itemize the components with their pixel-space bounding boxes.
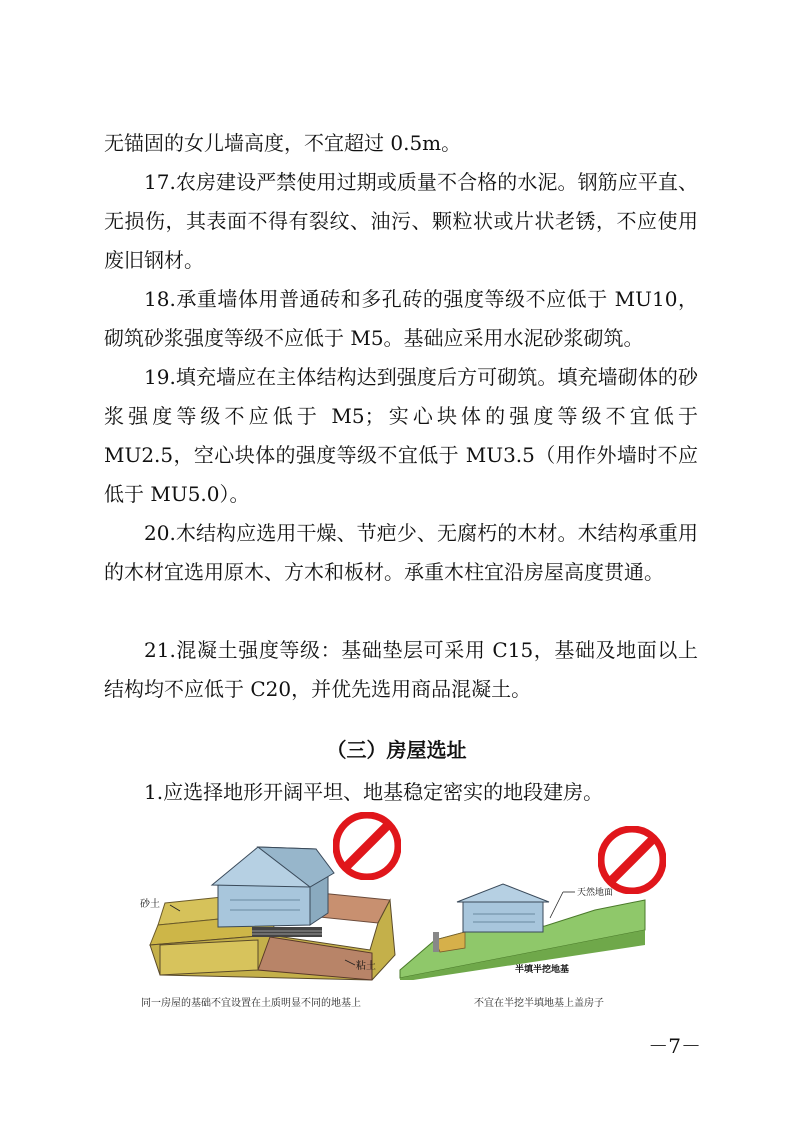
label-sand: 砂土 (140, 899, 160, 910)
site-selection-item-1: 1.应选择地形开阔平坦、地基稳定密实的地段建房。 (144, 780, 604, 804)
prohibited-icon (333, 812, 401, 880)
label-half-fill: 半填半挖地基 (515, 965, 570, 975)
label-natural-ground: 天然地面 (577, 888, 614, 898)
prohibited-icon (598, 826, 666, 894)
paragraph-20: 20.木结构应选用干燥、节疤少、无腐朽的木材。木结构承重用的木材宜选用原木、方木和板材。承重木柱宜沿房屋高度贯通。 (104, 521, 698, 584)
paragraph-18: 18.承重墙体用普通砖和多孔砖的强度等级不应低于 MU10，砌筑砂浆强度等级不应低于 M5。基础应采用水泥砂浆砌筑。 (104, 287, 698, 350)
section-heading: （三）房屋选址 (326, 738, 467, 762)
figure-right-caption: 不宜在半挖半填地基上盖房子 (474, 998, 604, 1009)
paragraph-17: 17.农房建设严禁使用过期或质量不合格的水泥。钢筋应平直、无损伤，其表面不得有裂纹、油污、颗粒状或片状老锈，不应使用废旧钢材。 (104, 170, 698, 272)
paragraph-parapet: 无锚固的女儿墙高度，不宜超过 0.5m。 (104, 131, 462, 155)
paragraph-21: 21.混凝土强度等级：基础垫层可采用 C15，基础及地面以上结构均不应低于 C20，并优先选用商品混凝土。 (104, 638, 698, 701)
page-number: －7－ (648, 1034, 701, 1058)
figure-left-caption: 同一房屋的基础不宜设置在土质明显不同的地基上 (141, 998, 361, 1009)
paragraph-19: 19.填充墙应在主体结构达到强度后方可砌筑。填充墙砌体的砂浆强度等级不应低于 M5；实心块体的强度等级不宜低于 MU2.5，空心块体的强度等级不宜低于 MU3.5（用作外墙时不应低于 MU5.0）。 (104, 365, 698, 506)
label-clay: 粘土 (356, 961, 376, 972)
